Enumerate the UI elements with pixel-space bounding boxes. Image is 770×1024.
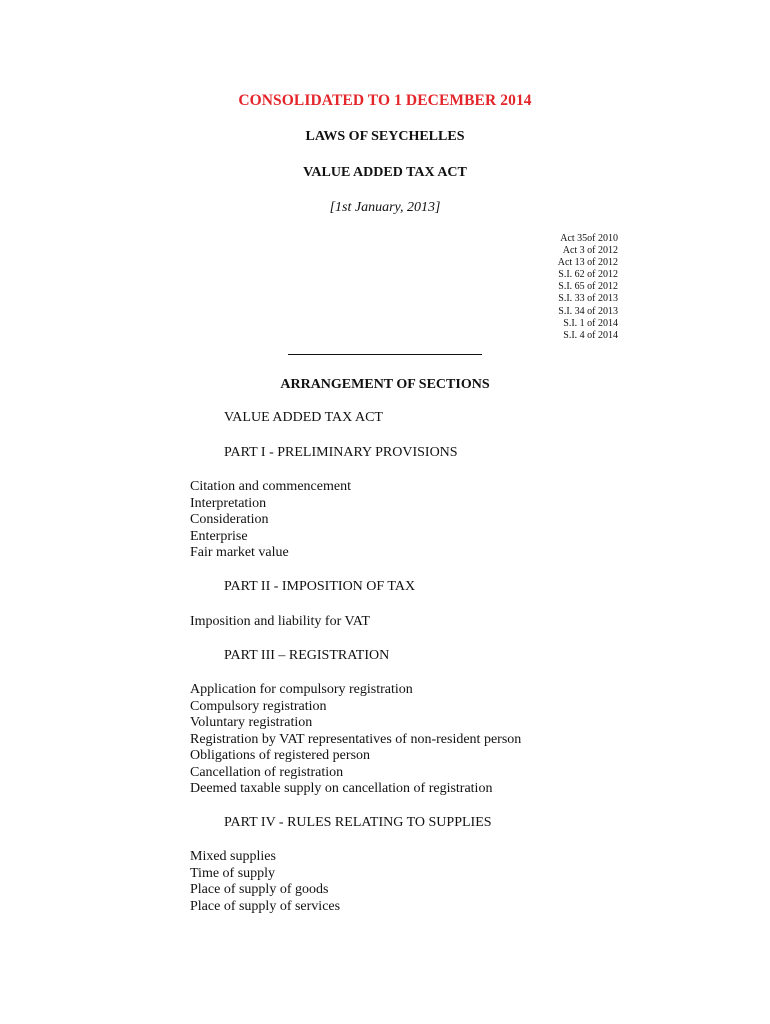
amendment-item: Act 35of 2010 bbox=[560, 233, 618, 244]
commencement-date: [1st January, 2013] bbox=[329, 200, 441, 215]
horizontal-divider bbox=[288, 354, 482, 355]
toc-act-name: VALUE ADDED TAX ACT bbox=[224, 410, 383, 425]
toc-section-item: Registration by VAT representatives of non-resident person bbox=[190, 731, 522, 747]
toc-section-item: Fair market value bbox=[190, 545, 289, 560]
toc-part-heading: PART III – REGISTRATION bbox=[224, 648, 390, 663]
toc-section-item: Compulsory registration bbox=[190, 698, 327, 714]
toc-section-item: Place of supply of goods bbox=[190, 882, 329, 897]
consolidation-notice: CONSOLIDATED TO 1 DECEMBER 2014 bbox=[238, 92, 532, 109]
toc-section-item: Consideration bbox=[190, 512, 269, 527]
toc-part-heading: PART I - PRELIMINARY PROVISIONS bbox=[224, 445, 458, 460]
toc-section-list bbox=[190, 682, 521, 798]
toc-section-item: Mixed supplies bbox=[190, 849, 276, 864]
toc-section-item: Imposition and liability for VAT bbox=[190, 614, 370, 629]
toc-section-item: Deemed taxable supply on cancellation of registration bbox=[190, 781, 493, 796]
toc-section-item: Time of supply bbox=[190, 865, 276, 881]
toc-section-item: Enterprise bbox=[190, 528, 248, 544]
toc-section-item: Cancellation of registration bbox=[190, 764, 344, 780]
amendment-item: S.I. 65 of 2012 bbox=[558, 281, 618, 293]
amendment-item: S.I. 4 of 2014 bbox=[563, 329, 618, 341]
toc-section-item: Place of supply of services bbox=[190, 898, 341, 914]
arrangement-heading: ARRANGEMENT OF SECTIONS bbox=[280, 377, 490, 392]
amendment-item: Act 3 of 2012 bbox=[562, 245, 618, 257]
toc-section-item: Citation and commencement bbox=[190, 479, 351, 494]
toc-section-item: Obligations of registered person bbox=[190, 748, 371, 763]
toc-section-item: Interpretation bbox=[190, 495, 267, 511]
toc-part-heading: PART II - IMPOSITION OF TAX bbox=[224, 579, 416, 594]
toc-section-list bbox=[190, 614, 370, 631]
toc-part-heading: PART IV - RULES RELATING TO SUPPLIES bbox=[224, 815, 492, 830]
toc-section-item: Voluntary registration bbox=[190, 715, 313, 730]
laws-title: LAWS OF SEYCHELLES bbox=[305, 129, 465, 144]
toc-section-item: Application for compulsory registration bbox=[190, 682, 413, 697]
amendment-item: S.I. 62 of 2012 bbox=[558, 269, 618, 281]
act-title: VALUE ADDED TAX ACT bbox=[303, 165, 467, 180]
toc-section-list bbox=[190, 479, 351, 562]
toc-section-list bbox=[190, 849, 340, 915]
amendment-item: S.I. 33 of 2013 bbox=[558, 293, 618, 305]
amendment-item: S.I. 1 of 2014 bbox=[563, 317, 618, 329]
amendment-list bbox=[558, 233, 618, 342]
amendment-item: Act 13 of 2012 bbox=[557, 257, 618, 269]
amendment-item: S.I. 34 of 2013 bbox=[558, 305, 618, 317]
